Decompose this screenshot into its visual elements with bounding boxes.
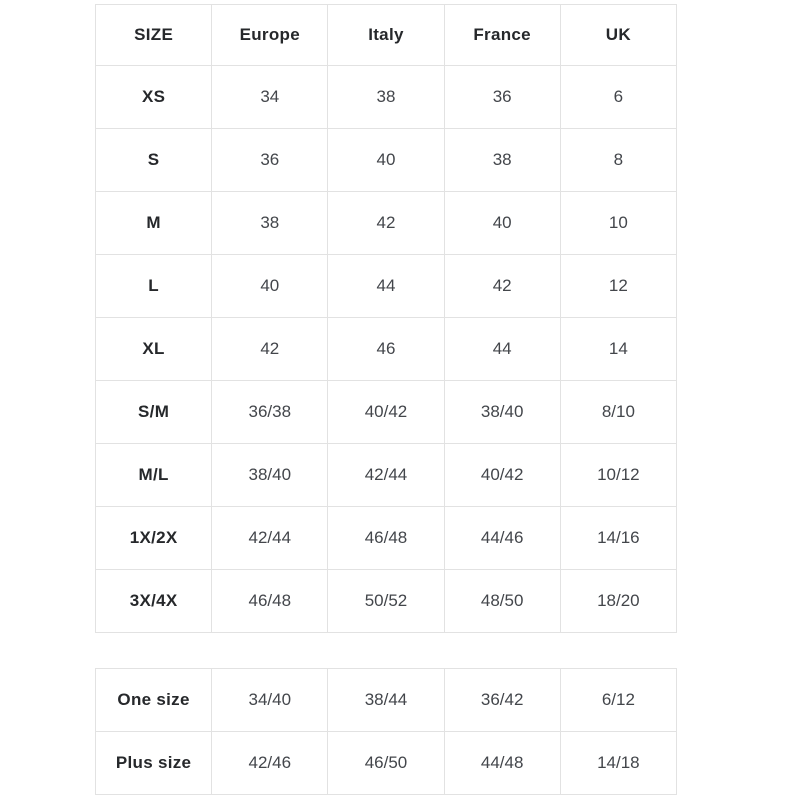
size-value-cell: 36 xyxy=(212,129,328,192)
size-value-cell: 14 xyxy=(560,318,676,381)
size-value-cell: 48/50 xyxy=(444,570,560,633)
size-value-cell: 34/40 xyxy=(212,669,328,732)
size-value-cell: 44 xyxy=(328,255,444,318)
size-value-cell: 10 xyxy=(560,192,676,255)
size-value-cell: 14/18 xyxy=(560,732,676,795)
size-value-cell: 6 xyxy=(560,66,676,129)
size-value-cell: 42 xyxy=(212,318,328,381)
size-value-cell: 40 xyxy=(328,129,444,192)
size-value-cell: 44/48 xyxy=(444,732,560,795)
size-value-cell: 42/46 xyxy=(212,732,328,795)
table-row xyxy=(96,318,677,381)
row-label: XL xyxy=(96,318,212,381)
size-value-cell: 46/48 xyxy=(328,507,444,570)
special-sizes-table-body xyxy=(96,669,677,795)
size-value-cell: 12 xyxy=(560,255,676,318)
row-label: M xyxy=(96,192,212,255)
special-sizes-table xyxy=(95,668,677,795)
size-value-cell: 14/16 xyxy=(560,507,676,570)
size-value-cell: 42 xyxy=(328,192,444,255)
row-label: L xyxy=(96,255,212,318)
size-table-header xyxy=(96,5,677,66)
size-value-cell: 46/48 xyxy=(212,570,328,633)
size-value-cell: 38 xyxy=(212,192,328,255)
column-header-france: France xyxy=(444,5,560,66)
row-label: 3X/4X xyxy=(96,570,212,633)
column-header-europe: Europe xyxy=(212,5,328,66)
size-value-cell: 6/12 xyxy=(560,669,676,732)
size-value-cell: 50/52 xyxy=(328,570,444,633)
table-row xyxy=(96,192,677,255)
size-value-cell: 10/12 xyxy=(560,444,676,507)
size-value-cell: 40/42 xyxy=(444,444,560,507)
column-header-italy: Italy xyxy=(328,5,444,66)
size-value-cell: 18/20 xyxy=(560,570,676,633)
size-value-cell: 44 xyxy=(444,318,560,381)
size-value-cell: 36/42 xyxy=(444,669,560,732)
size-value-cell: 8 xyxy=(560,129,676,192)
table-row xyxy=(96,507,677,570)
size-table-body xyxy=(96,66,677,633)
size-value-cell: 8/10 xyxy=(560,381,676,444)
size-value-cell: 46 xyxy=(328,318,444,381)
row-label: XS xyxy=(96,66,212,129)
size-value-cell: 38/44 xyxy=(328,669,444,732)
size-value-cell: 40/42 xyxy=(328,381,444,444)
table-row xyxy=(96,255,677,318)
table-row xyxy=(96,570,677,633)
size-value-cell: 40 xyxy=(444,192,560,255)
table-row xyxy=(96,381,677,444)
header-row xyxy=(96,5,677,66)
size-charts-container xyxy=(95,4,677,795)
size-conversion-table xyxy=(95,4,677,633)
row-label: M/L xyxy=(96,444,212,507)
size-value-cell: 38/40 xyxy=(212,444,328,507)
size-value-cell: 38 xyxy=(328,66,444,129)
table-row xyxy=(96,66,677,129)
column-header-size: SIZE xyxy=(96,5,212,66)
size-value-cell: 46/50 xyxy=(328,732,444,795)
row-label: 1X/2X xyxy=(96,507,212,570)
row-label: S/M xyxy=(96,381,212,444)
table-row xyxy=(96,732,677,795)
column-header-uk: UK xyxy=(560,5,676,66)
size-value-cell: 36 xyxy=(444,66,560,129)
size-value-cell: 42/44 xyxy=(328,444,444,507)
table-row xyxy=(96,129,677,192)
size-value-cell: 40 xyxy=(212,255,328,318)
size-value-cell: 42/44 xyxy=(212,507,328,570)
size-value-cell: 34 xyxy=(212,66,328,129)
size-value-cell: 38 xyxy=(444,129,560,192)
size-value-cell: 36/38 xyxy=(212,381,328,444)
size-value-cell: 42 xyxy=(444,255,560,318)
row-label: One size xyxy=(96,669,212,732)
table-row xyxy=(96,669,677,732)
table-row xyxy=(96,444,677,507)
row-label: Plus size xyxy=(96,732,212,795)
row-label: S xyxy=(96,129,212,192)
size-value-cell: 44/46 xyxy=(444,507,560,570)
size-value-cell: 38/40 xyxy=(444,381,560,444)
